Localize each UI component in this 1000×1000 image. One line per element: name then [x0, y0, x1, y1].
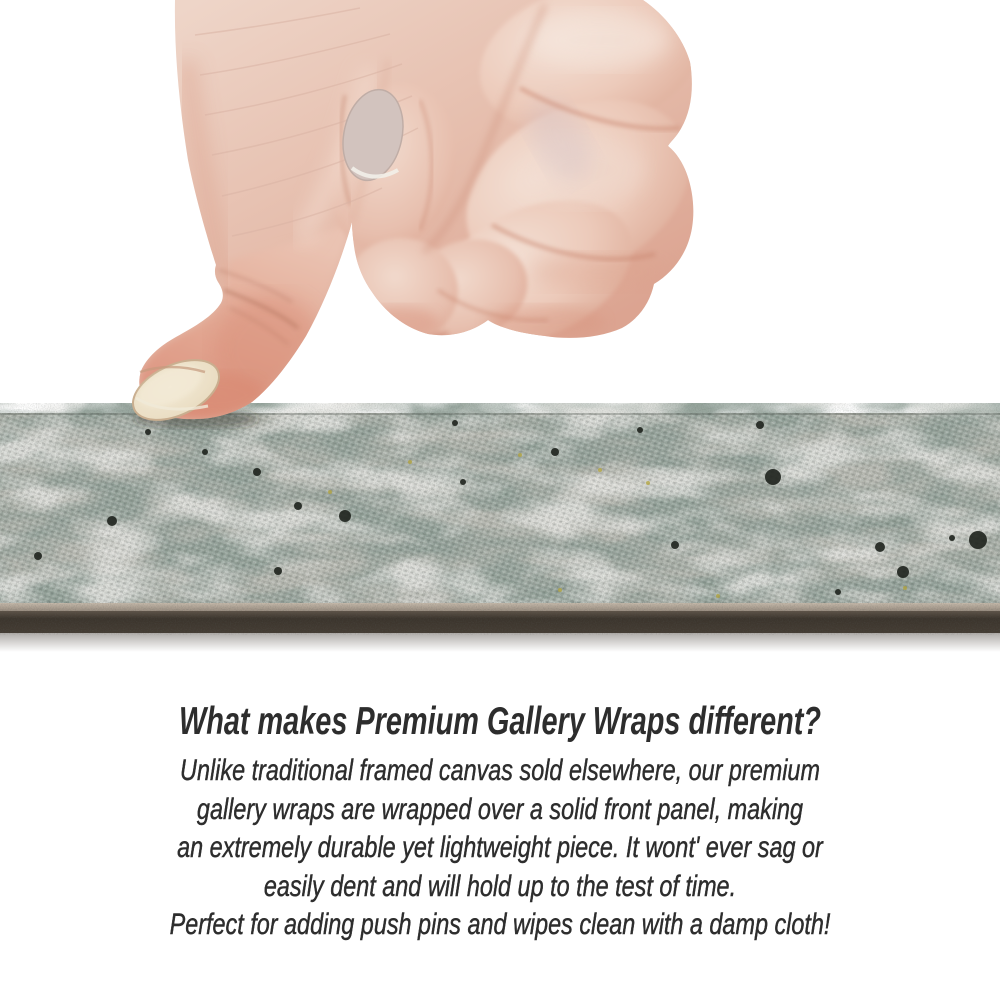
canvas-hole: [274, 567, 282, 575]
caption-line-1: Unlike traditional framed canvas sold elsewhere, our premium: [180, 754, 820, 787]
canvas-hole: [294, 502, 302, 510]
canvas-hole: [107, 516, 117, 526]
hand: [124, 0, 721, 432]
canvas-hole: [339, 510, 351, 522]
caption-line-3: an extremely durable yet lightweight piece. It wont' ever sag or: [177, 831, 823, 864]
canvas-hole: [460, 479, 466, 485]
paint-fleck: [518, 453, 522, 457]
canvas-hole: [835, 589, 841, 595]
paint-fleck: [408, 460, 412, 464]
canvas-hole: [253, 468, 261, 476]
canvas-hole: [949, 535, 955, 541]
canvas-grain: [0, 413, 1000, 608]
canvas-hole: [969, 531, 987, 549]
paint-fleck: [646, 481, 650, 485]
paint-fleck: [903, 586, 907, 590]
panel-edge-grain: [0, 603, 1000, 633]
panel-edge-shadow: [0, 632, 1000, 652]
canvas-strip: [0, 410, 1000, 652]
canvas-hole: [637, 427, 643, 433]
canvas-hole: [897, 566, 909, 578]
canvas-hole: [202, 449, 208, 455]
paint-fleck: [558, 588, 562, 592]
fingertip-tint: [358, 306, 438, 338]
finger-bottom-tint: [485, 306, 605, 338]
caption-heading: What makes Premium Gallery Wraps different?: [178, 700, 822, 743]
canvas-hole: [551, 448, 559, 456]
caption-line-5: Perfect for adding push pins and wipes clean with a damp cloth!: [169, 908, 831, 941]
paint-fleck: [598, 468, 602, 472]
canvas-hole: [34, 552, 42, 560]
canvas-hole: [145, 429, 151, 435]
paint-fleck: [328, 490, 332, 494]
canvas-hole: [671, 541, 679, 549]
caption-line-2: gallery wraps are wrapped over a solid front panel, making: [196, 792, 804, 826]
canvas-hole: [875, 542, 885, 552]
knuckle-highlight: [530, 12, 670, 68]
caption-block: [0, 700, 1000, 945]
caption-line-4: easily dent and will hold up to the test of time.: [263, 869, 737, 903]
paint-fleck: [716, 594, 720, 598]
canvas-hole: [452, 420, 458, 426]
canvas-hole: [765, 469, 781, 485]
canvas-hole: [756, 421, 764, 429]
